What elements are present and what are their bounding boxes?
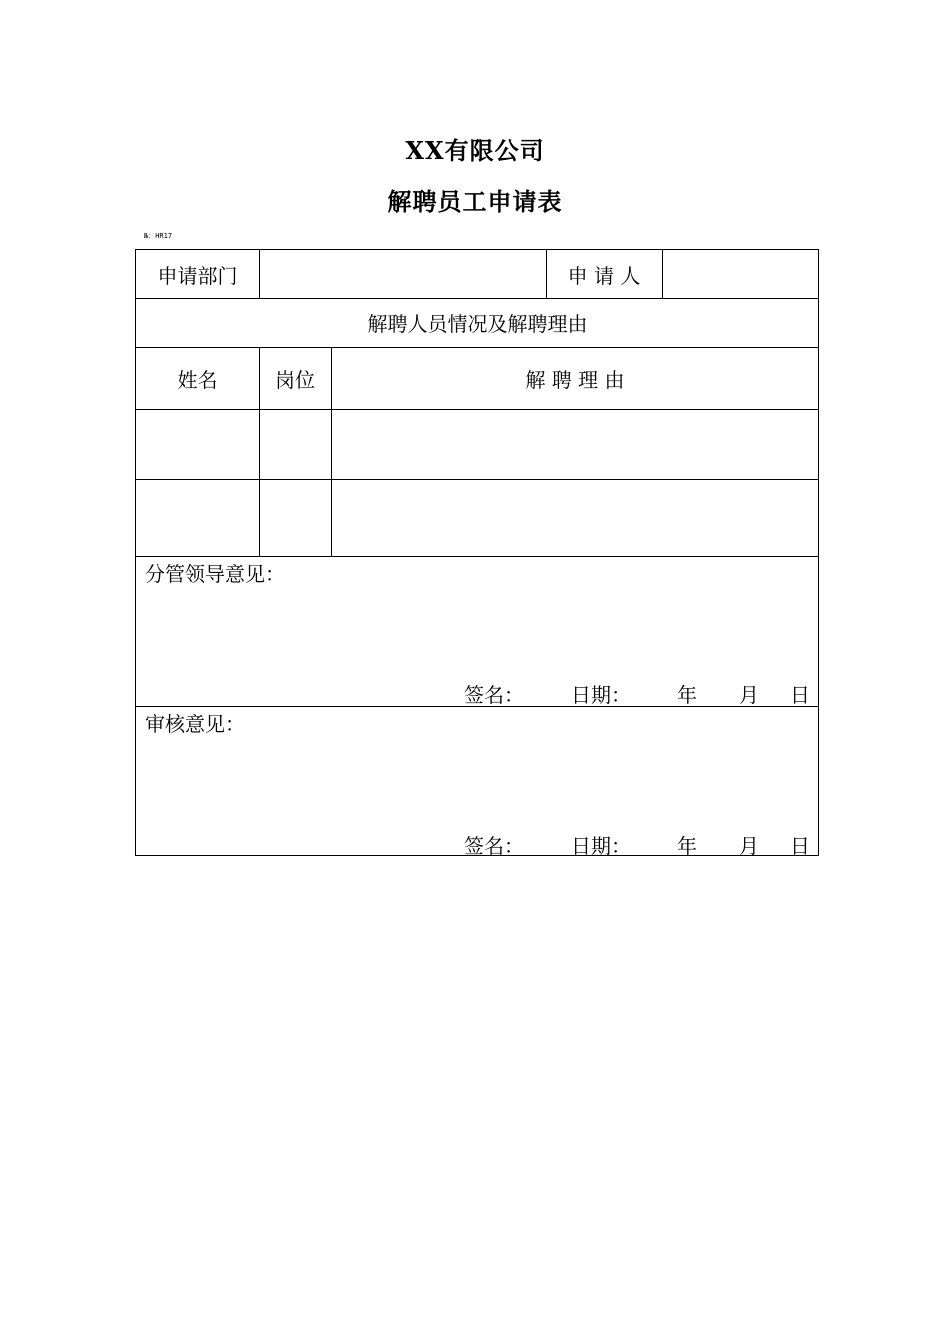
- form-number: №：HR17: [144, 232, 173, 240]
- row-divider: [136, 556, 819, 557]
- review-opinion-label: 审核意见：: [145, 712, 245, 736]
- name-cell[interactable]: [136, 410, 259, 479]
- col-header-name: 姓名: [177, 367, 218, 392]
- company-title: XX有限公司: [405, 136, 545, 165]
- application-table: [135, 249, 819, 856]
- review-opinion-area[interactable]: [136, 736, 819, 826]
- supervisor-opinion-area[interactable]: [136, 586, 819, 676]
- name-cell[interactable]: [136, 480, 259, 556]
- col-header-reason: 解 聘 理 由: [525, 367, 625, 392]
- month-label: 月: [739, 683, 759, 707]
- signature-label: 签名：: [464, 834, 524, 858]
- month-label: 月: [739, 834, 759, 858]
- signature-label: 签名：: [464, 683, 524, 707]
- dept-input-cell[interactable]: [260, 250, 546, 298]
- dept-label: 申请部门: [157, 263, 238, 288]
- applicant-label: 申 请 人: [567, 263, 641, 288]
- day-label: 日: [790, 834, 810, 858]
- position-cell[interactable]: [260, 480, 331, 556]
- position-cell[interactable]: [260, 410, 331, 479]
- form-title: 解聘员工申请表: [387, 187, 563, 216]
- reason-cell[interactable]: [332, 480, 819, 556]
- date-label: 日期：: [571, 683, 631, 707]
- col-header-position: 岗位: [275, 367, 315, 392]
- year-label: 年: [677, 683, 697, 707]
- reason-cell[interactable]: [332, 410, 819, 479]
- date-label: 日期：: [571, 834, 631, 858]
- year-label: 年: [677, 834, 697, 858]
- supervisor-opinion-label: 分管领导意见：: [145, 562, 285, 586]
- day-label: 日: [790, 683, 810, 707]
- section-title: 解聘人员情况及解聘理由: [367, 312, 588, 336]
- applicant-input-cell[interactable]: [663, 250, 819, 298]
